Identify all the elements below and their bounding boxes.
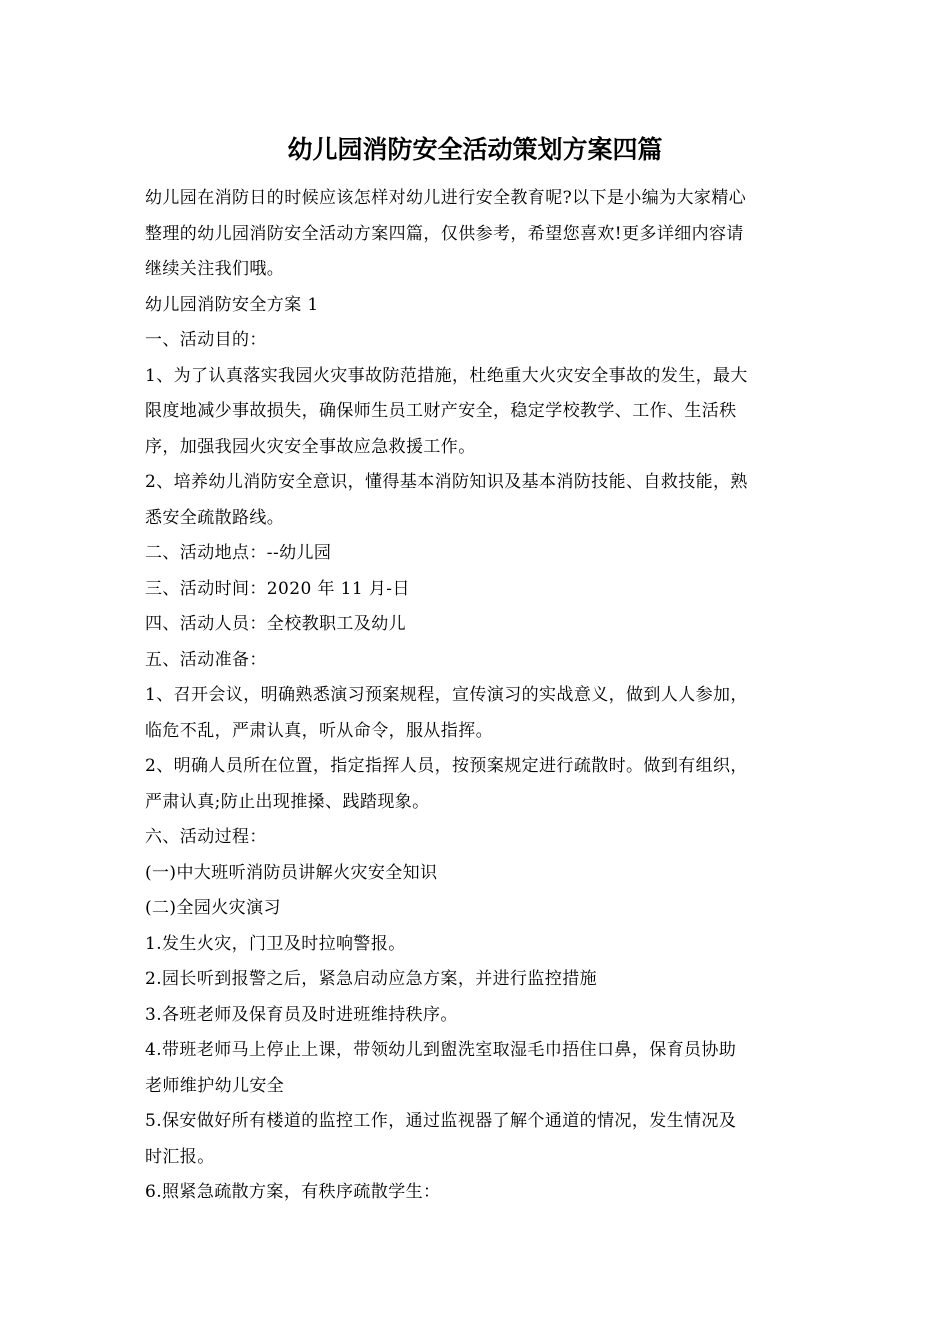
text-line: 6.照紧急疏散方案，有秩序疏散学生： [145,1182,441,1202]
text-line: 1.发生火灾，门卫及时拉响警报。 [145,933,406,954]
text-line: 1、为了认真落实我园火灾事故防范措施，杜绝重大火灾安全事故的发生，最大 [145,365,748,386]
text-line: 老师维护幼儿安全 [145,1075,285,1096]
text-line: 悉安全疏散路线。 [145,507,285,528]
text-line: 2.园长听到报警之后，紧急启动应急方案，并进行监控措施 [145,969,598,989]
text-line: 2、培养幼儿消防安全意识，懂得基本消防知识及基本消防技能、自救技能，熟 [145,472,748,492]
text-line: 临危不乱，严肃认真，听从命令，服从指挥。 [145,720,493,741]
section-heading: 幼儿园消防安全方案 1 [145,294,319,315]
text-line: 2、明确人员所在位置，指定指挥人员，按预案规定进行疏散时。做到有组织， [145,756,748,776]
text-line: 3.各班老师及保育员及时进班维持秩序。 [145,1004,458,1025]
section-heading: 三、活动时间：2020 年 11 月-日 [145,578,410,599]
text-line: 时汇报。 [145,1146,215,1167]
document-title: 幼儿园消防安全活动策划方案四篇 [287,135,663,164]
text-line: (二)全园火灾演习 [145,898,281,918]
section-heading: 一、活动目的： [145,330,267,350]
text-line: 5.保安做好所有楼道的监控工作，通过监视器了解个通道的情况，发生情况及 [145,1111,737,1131]
text-line: 序，加强我园火灾安全事故应急救援工作。 [145,436,476,457]
text-line: 继续关注我们哦。 [145,259,285,279]
section-heading: 五、活动准备： [145,649,267,670]
text-line: 严肃认真;防止出现推搡、践踏现象。 [145,791,430,812]
document-body [145,181,810,1211]
section-heading: 六、活动过程： [145,827,267,847]
text-line: 限度地减少事故损失，确保师生员工财产安全，稳定学校教学、工作、生活秩 [145,401,737,421]
text-line: 幼儿园在消防日的时候应该怎样对幼儿进行安全教育呢?以下是小编为大家精心 [145,188,747,208]
text-line: 4.带班老师马上停止上课，带领幼儿到盥洗室取湿毛巾捂住口鼻，保育员协助 [145,1040,737,1060]
text-line: 整理的幼儿园消防安全活动方案四篇，仅供参考，希望您喜欢!更多详细内容请 [145,223,744,244]
text-line: 1、召开会议，明确熟悉演习预案规程，宣传演习的实战意义，做到人人参加， [145,685,748,705]
text-line: (一)中大班听消防员讲解火灾安全知识 [145,862,438,883]
section-heading: 二、活动地点：--幼儿园 [145,543,332,563]
section-heading: 四、活动人员：全校教职工及幼儿 [145,614,406,634]
